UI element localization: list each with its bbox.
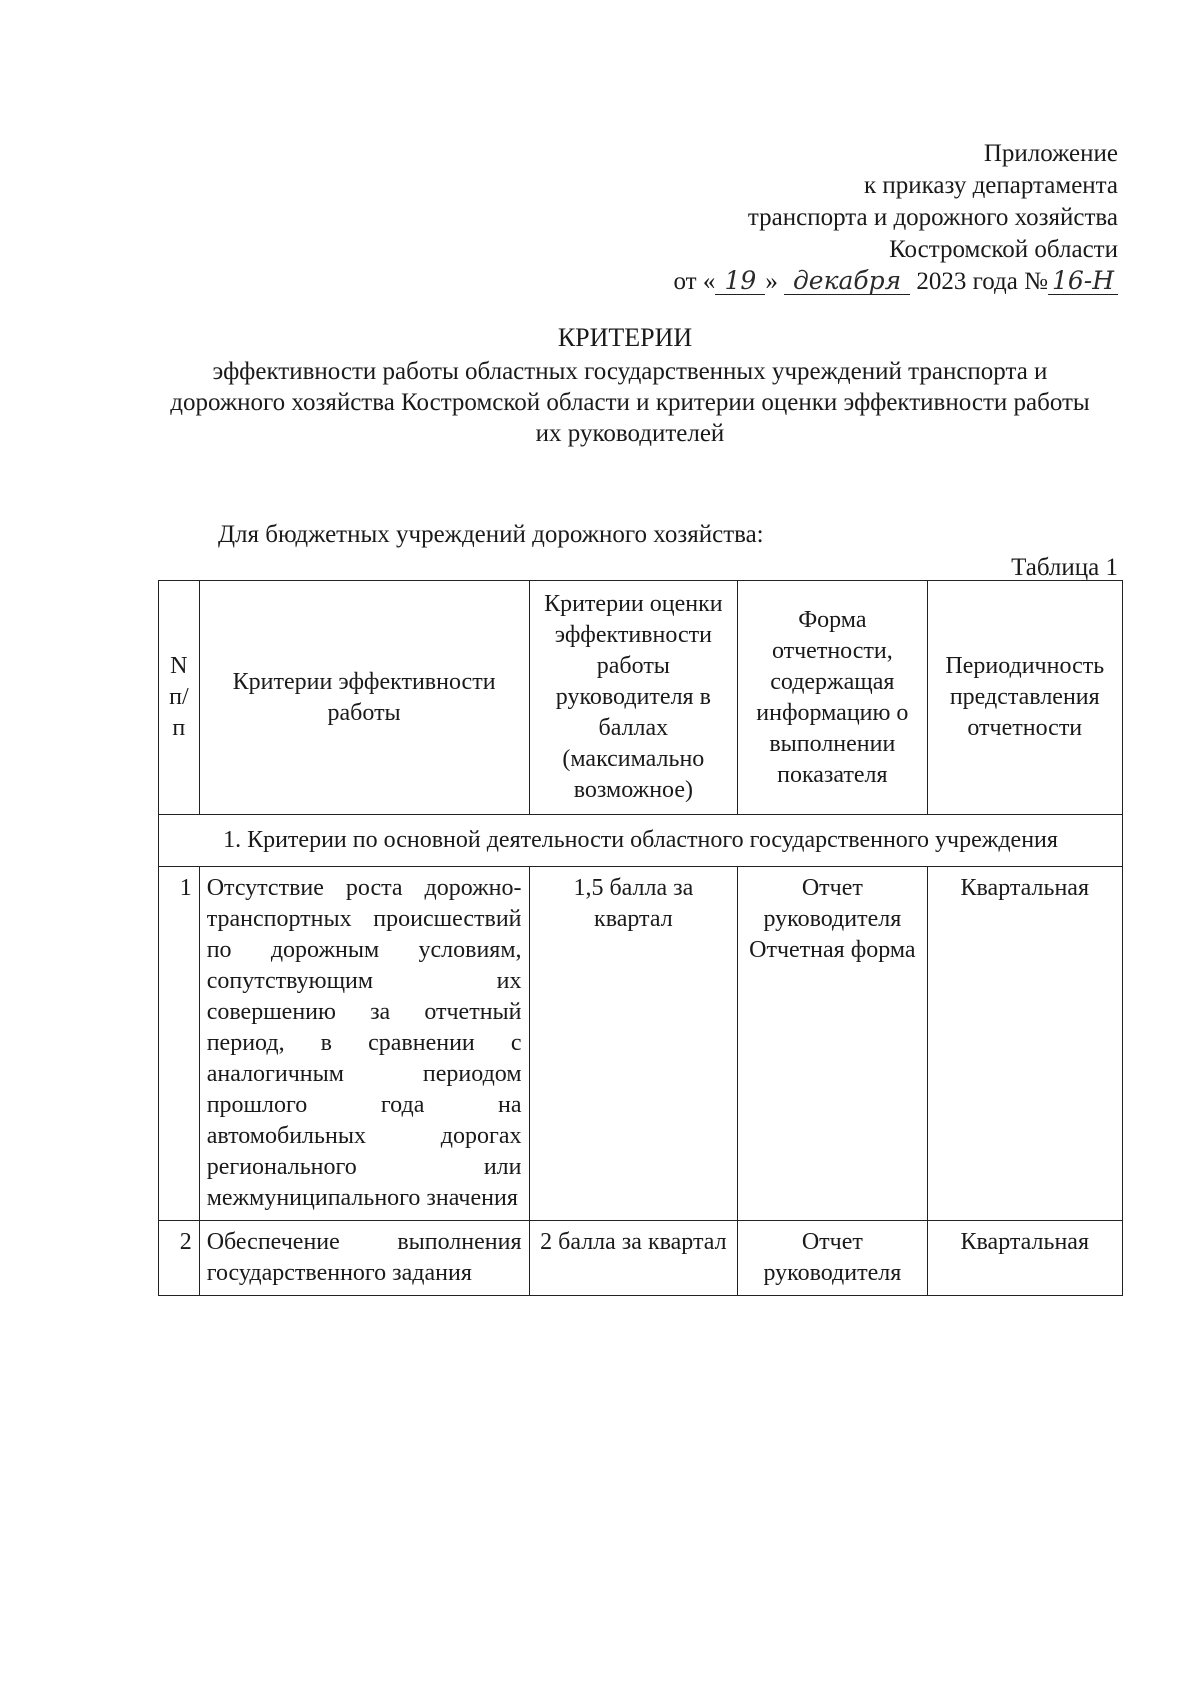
table-header-row <box>159 581 1123 815</box>
table-row <box>159 1221 1123 1296</box>
table-caption: Таблица 1 <box>1011 554 1118 581</box>
section-title: 1. Критерии по основной деятельности областного государственного учреждения <box>159 815 1123 867</box>
row-score: 2 балла за квартал <box>529 1221 738 1296</box>
approval-line-4: Костромской области <box>889 236 1118 263</box>
row-form: Отчет руководителя Отчетная форма <box>738 867 927 1221</box>
date-suffix: 2023 года № <box>916 268 1048 295</box>
handwritten-order-number: 16-Н <box>1048 268 1118 295</box>
date-mid: » <box>765 268 778 295</box>
approval-line-1: Приложение <box>983 140 1118 167</box>
header-score: Критерии оценки эффективности работы руководителя в баллах (максимально возможное) <box>529 581 738 815</box>
handwritten-month: декабря <box>784 268 910 295</box>
row-num: 1 <box>159 867 200 1221</box>
criteria-table <box>158 580 1123 1296</box>
header-num: N п/п <box>159 581 200 815</box>
section-row <box>159 815 1123 867</box>
row-form: Отчет руководителя <box>738 1221 927 1296</box>
document-subtitle: эффективности работы областных государственных учреждений транспорта и дорожного хозяйства Костромской области и критерии оценки эффективности работы их руководителей <box>170 358 1090 447</box>
row-criteria: Обеспечение выполнения государственного задания <box>199 1221 529 1296</box>
row-score: 1,5 балла за квартал <box>529 867 738 1221</box>
approval-block <box>673 138 1118 298</box>
date-prefix: от « <box>673 268 716 295</box>
row-num: 2 <box>159 1221 200 1296</box>
row-period: Квартальная <box>927 1221 1122 1296</box>
row-criteria: Отсутствие роста дорожно-транспортных происшествий по дорожным условиям, сопутствующим их совершению за отчетный период, в сравнении с аналогичным периодом прошлого года на автомобильных дорогах регионального или межмуниципального значения <box>199 867 529 1221</box>
handwritten-day: 19 <box>715 268 765 295</box>
row-period: Квартальная <box>927 867 1122 1221</box>
header-criteria: Критерии эффективности работы <box>199 581 529 815</box>
header-form: Форма отчетности, содержащая информацию о выполнении показателя <box>738 581 927 815</box>
document-title: КРИТЕРИИ <box>557 323 693 352</box>
approval-line-3: транспорта и дорожного хозяйства <box>747 204 1118 231</box>
approval-date-line <box>673 266 1118 298</box>
header-period: Периодичность представления отчетности <box>927 581 1122 815</box>
intro-text: Для бюджетных учреждений дорожного хозяйства: <box>218 521 764 548</box>
table-row <box>159 867 1123 1221</box>
approval-line-2: к приказу департамента <box>863 172 1118 199</box>
